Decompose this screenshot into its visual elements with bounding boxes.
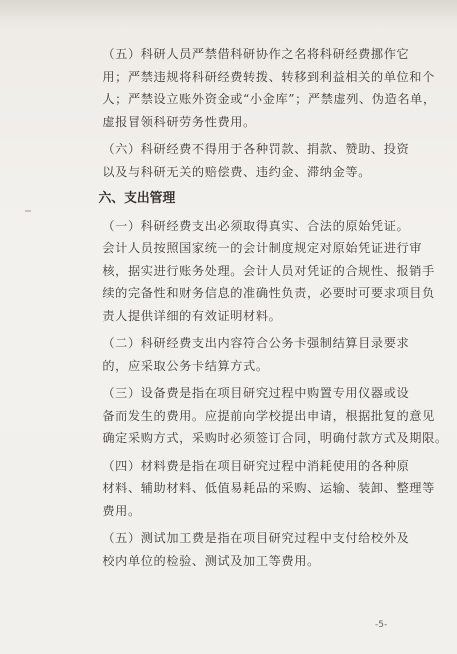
bleed-through-band [0,0,457,30]
paragraph-equipment-fees [78,382,448,450]
page-number: -5- [375,620,388,630]
text-line: （四）材料费是指在项目研究过程中消耗使用的各种原 [102,458,410,473]
paragraph-prohibited-uses [78,138,408,183]
paragraph-original-vouchers [78,215,435,328]
paragraph-testing-fees [78,527,408,572]
binding-mark [25,210,31,212]
text-line: 校内单位的检验、测试及加工等费用。 [102,553,320,568]
paragraph-official-card [78,332,408,377]
text-line: 材料、辅助材料、低值易耗品的采购、运输、装卸、整理等 [102,481,435,495]
text-line: （一）科研经费支出必须取得真实、合法的原始凭证。 [102,218,410,233]
text-line: 备而发生的费用。应提前向学校提出申请，根据批复的意见 [102,408,435,423]
text-line: （五）测试加工费是指在项目研究过程中支付给校外及 [102,531,410,545]
text-line: 续的完备性和财务信息的准确性负责，必要时可要求项目负 [102,286,435,300]
text-line: （六）科研经费不得用于各种罚款、捐款、赞助、投资 [102,142,410,156]
text-line: 责人提供详细的有效证明材料。 [102,308,282,323]
text-line: 用；严禁违规将科研经费转拨、转移到利益相关的单位和个 [102,69,435,84]
text-line: 人；严禁设立账外资金或“小金库”；严禁虚列、伪造名单， [102,92,436,106]
document-body [78,43,448,577]
text-line: 的，应采取公务卡结算方式。 [102,358,269,373]
text-line: 以及与科研无关的赔偿费、违约金、滞纳金等。 [102,164,371,179]
paragraph-material-fees [78,455,435,523]
paragraph-research-personnel-prohibitions [78,43,436,133]
text-line: 确定采购方式，采购时必须签订合同，明确付款方式及期限。 [102,431,448,445]
text-line: （二）科研经费支出内容符合公务卡强制结算目录要求 [102,336,410,350]
text-line: （三）设备费是指在项目研究过程中购置专用仪器或设 [102,386,410,400]
text-line: （五）科研人员严禁借科研协作之名将科研经费挪作它 [102,47,410,61]
text-line: 核，据实进行账务处理。会计人员对凭证的合规性、报销手 [102,263,435,278]
text-line: 虚报冒领科研劳务性费用。 [102,114,256,129]
text-line: 费用。 [102,503,141,518]
text-line: 会计人员按照国家统一的会计制度规定对原始凭证进行审 [102,241,423,255]
section-heading: 六、支出管理 [98,191,176,206]
